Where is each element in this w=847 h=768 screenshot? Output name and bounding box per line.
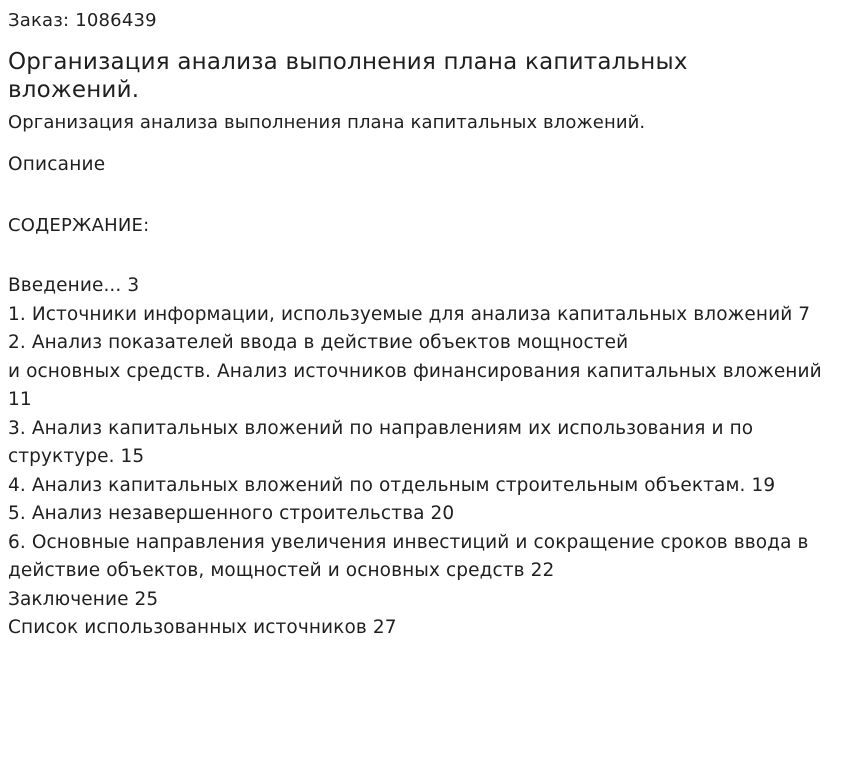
document-title-line-2: вложений. <box>8 77 140 103</box>
toc-line: 4. Анализ капитальных вложений по отдельным строительным объектам. 19 <box>8 474 776 496</box>
document-subtitle: Организация анализа выполнения плана капитальных вложений. <box>8 112 646 133</box>
toc-line: 1. Источники информации, используемые для анализа капитальных вложений 7 <box>8 303 811 325</box>
toc-line: 3. Анализ капитальных вложений по направлениям их использования и по <box>8 417 754 439</box>
toc-line: 6. Основные направления увеличения инвестиций и сокращение сроков ввода в <box>8 531 809 553</box>
order-number: Заказ: 1086439 <box>8 10 157 31</box>
toc-line: Список использованных источников 27 <box>8 617 397 638</box>
toc-line: 2. Анализ показателей ввода в действие объектов мощностей <box>8 332 629 353</box>
toc-line: 11 <box>8 389 32 410</box>
document-title <box>8 48 839 104</box>
toc-line: действие объектов, мощностей и основных средств 22 <box>8 560 555 581</box>
toc-line: 5. Анализ незавершенного строительства 20 <box>8 503 455 524</box>
contents-heading: СОДЕРЖАНИЕ: <box>8 215 150 236</box>
toc-line: структуре. 15 <box>8 446 145 467</box>
toc-line: и основных средств. Анализ источников финансирования капитальных вложений <box>8 360 822 382</box>
document-title-line-1: Организация анализа выполнения плана капитальных <box>8 49 688 75</box>
toc-line: Введение... 3 <box>8 275 140 296</box>
table-of-contents <box>8 272 839 643</box>
toc-line: Заключение 25 <box>8 588 159 610</box>
description-heading: Описание <box>8 154 106 175</box>
